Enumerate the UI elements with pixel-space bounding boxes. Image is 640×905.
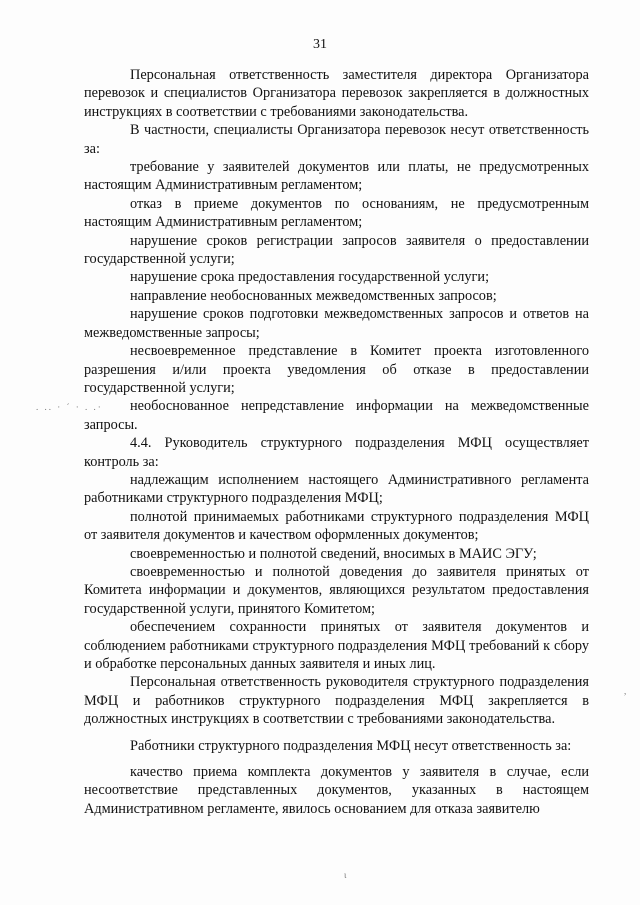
page-number: 31 xyxy=(313,37,327,52)
paragraph-specialists-responsible: В частности, специалисты Организатора перевозок несут ответственность за: xyxy=(84,122,589,157)
paragraph-list-item: несвоевременное представление в Комитет проекта изготовленного разрешения и/или проекта уведомления об отказе в предоставлении государственной услуги; xyxy=(84,343,589,396)
scan-noise-mark: ι xyxy=(344,870,349,880)
paragraph-list-item: полнотой принимаемых работниками структурного подразделения МФЦ от заявителя документов и качеством оформленных документов; xyxy=(84,508,589,544)
paragraph-list-item: обеспечением сохранности принятых от заявителя документов и соблюдением работниками структурного подразделения МФЦ требований к сбору и обработке персональных данных заявителя и иных лиц. xyxy=(84,619,589,672)
paragraph-list-item: надлежащим исполнением настоящего Административного регламента работниками структурного подразделения МФЦ; xyxy=(84,471,589,507)
paragraph-responsibility-deputy-director: Персональная ответственность заместителя директора Организатора перевозок и специалистов Организатора перевозок закрепляется в должностных инструкциях в соответствии с требованиями законодательства. xyxy=(84,67,589,120)
paragraph-list-item: нарушение сроков подготовки межведомственных запросов и ответов на межведомственные запросы; xyxy=(84,306,589,341)
paragraph-list-item: качество приема комплекта документов у заявителя в случае, если несоответствие представленных документов, указанных в настоящем Административном регламенте, явилось основанием для отказа заявителю xyxy=(84,764,589,817)
paragraph-list-item: своевременностью и полнотой доведения до заявителя принятых от Комитета информации и документов, являющихся результатом предоставления государственной услуги, принятого Комитетом; xyxy=(84,563,589,617)
scan-noise-mark: , xyxy=(624,686,629,696)
paragraph-list-item: нарушение сроков регистрации запросов заявителя о предоставлении государственной услуги; xyxy=(84,232,589,268)
document-body xyxy=(84,66,589,818)
scan-noise-mark: . .. · ´ · . .· xyxy=(36,402,103,412)
paragraph-mfc-workers-responsible: Работники структурного подразделения МФЦ несут ответственность за: xyxy=(130,737,572,754)
paragraph-list-item: своевременностью и полнотой сведений, вносимых в МАИС ЭГУ; xyxy=(130,545,537,562)
paragraph-list-item: необоснованное непредставление информации на межведомственные запросы. xyxy=(84,398,589,433)
paragraph-responsibility-mfc-head: Персональная ответственность руководителя структурного подразделения МФЦ и работников структурного подразделения МФЦ закрепляется в должностных инструкциях в соответствии с требованиями законодательства. xyxy=(84,674,589,728)
paragraph-list-item: отказ в приеме документов по основаниям, не предусмотренным настоящим Административным регламентом; xyxy=(84,195,589,231)
paragraph-list-item: направление необоснованных межведомственных запросов; xyxy=(130,287,497,304)
paragraph-list-item: нарушение срока предоставления государственной услуги; xyxy=(130,269,490,286)
paragraph-list-item: требование у заявителей документов или платы, не предусмотренных настоящим Административным регламентом; xyxy=(84,159,589,194)
paragraph-section-4-4: 4.4. Руководитель структурного подразделения МФЦ осуществляет контроль за: xyxy=(84,435,589,470)
